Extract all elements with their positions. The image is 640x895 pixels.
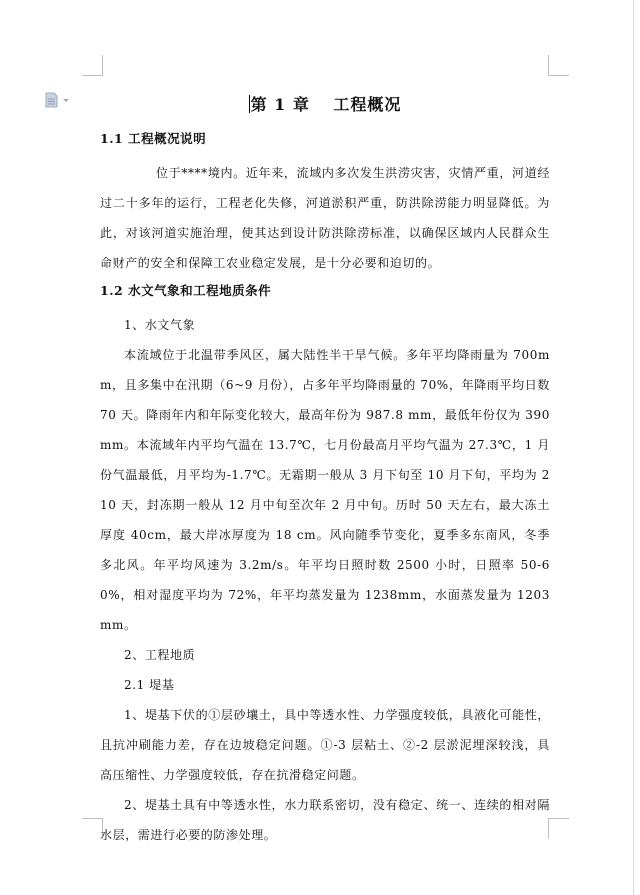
subheading-geology: 2、工程地质 bbox=[124, 648, 196, 662]
section-heading-1-1: 1.1 工程概况说明 bbox=[100, 131, 207, 146]
geology-paragraph-1: 1、堤基下伏的①层砂壤土，具中等透水性、力学强度较低，具液化可能性，且抗冲刷能力差，存在边坡稳定问题。①-3 层粘土、②-2 层淤泥埋深较浅，具高压缩性、力学强度较低，存在抗滑稳定问题。 bbox=[100, 708, 550, 782]
section-heading-1-2: 1.2 水文气象和工程地质条件 bbox=[100, 283, 272, 298]
crop-mark-top-right bbox=[548, 55, 569, 76]
overview-paragraph: 位于****境内。近年来，流域内多次发生洪涝灾害，灾情严重，河道经过二十多年的运行，工程老化失修，河道淤积严重，防洪除涝能力明显降低。为此，对该河道实施治理，使其达到设计防洪除涝标准，以确保区域内人民群众生命财产的安全和保障工农业稳定发展，是十分必要和迫切的。 bbox=[100, 166, 550, 270]
document-body bbox=[100, 92, 550, 850]
climate-paragraph: 本流域位于北温带季风区，属大陆性半干旱气候。多年平均降雨量为 700mm，且多集中在汛期（6~9 月份），占多年平均降雨量的 70%，年降雨平均日数 70 天。降雨年内和年际变化较大，最高年份为 987.8 mm，最低年份仅为 390 mm。本流域年内平均气温在 13.7℃，七月份最高月平均气温为 27.3℃，1 月份气温最低，月平均为-1.7℃。无霜期一般从 3 月下旬至 10 月下旬，平均为 210 天，封冻期一般从 12 月中旬至次年 2 月中旬。历时 50 天左右，最大冻土厚度 40cm，最大岸冰厚度为 18 cm。风向随季节变化，夏季多东南风，冬季多北风。年平均风速为 3.2m/s。年平均日照时数 2500 小时，日照率 50-60%，相对湿度平均为 72%，年平均蒸发量为 1238mm，水面蒸发量为 1203 mm。 bbox=[100, 348, 550, 632]
subheading-embankment-base: 2.1 堤基 bbox=[124, 678, 175, 692]
crop-mark-bottom-right bbox=[548, 818, 569, 839]
text-cursor bbox=[249, 95, 250, 113]
crop-mark-top-left bbox=[82, 55, 103, 76]
document-options-icon[interactable] bbox=[44, 92, 72, 108]
subheading-hydrology: 1、水文气象 bbox=[124, 318, 196, 332]
chapter-title[interactable]: 第 1 章 工程概况 bbox=[250, 95, 402, 114]
geology-paragraph-2: 2、堤基土具有中等透水性，水力联系密切，没有稳定、统一、连续的相对隔水层，需进行必要的防渗处理。 bbox=[100, 798, 550, 842]
page-edge bbox=[633, 0, 634, 895]
